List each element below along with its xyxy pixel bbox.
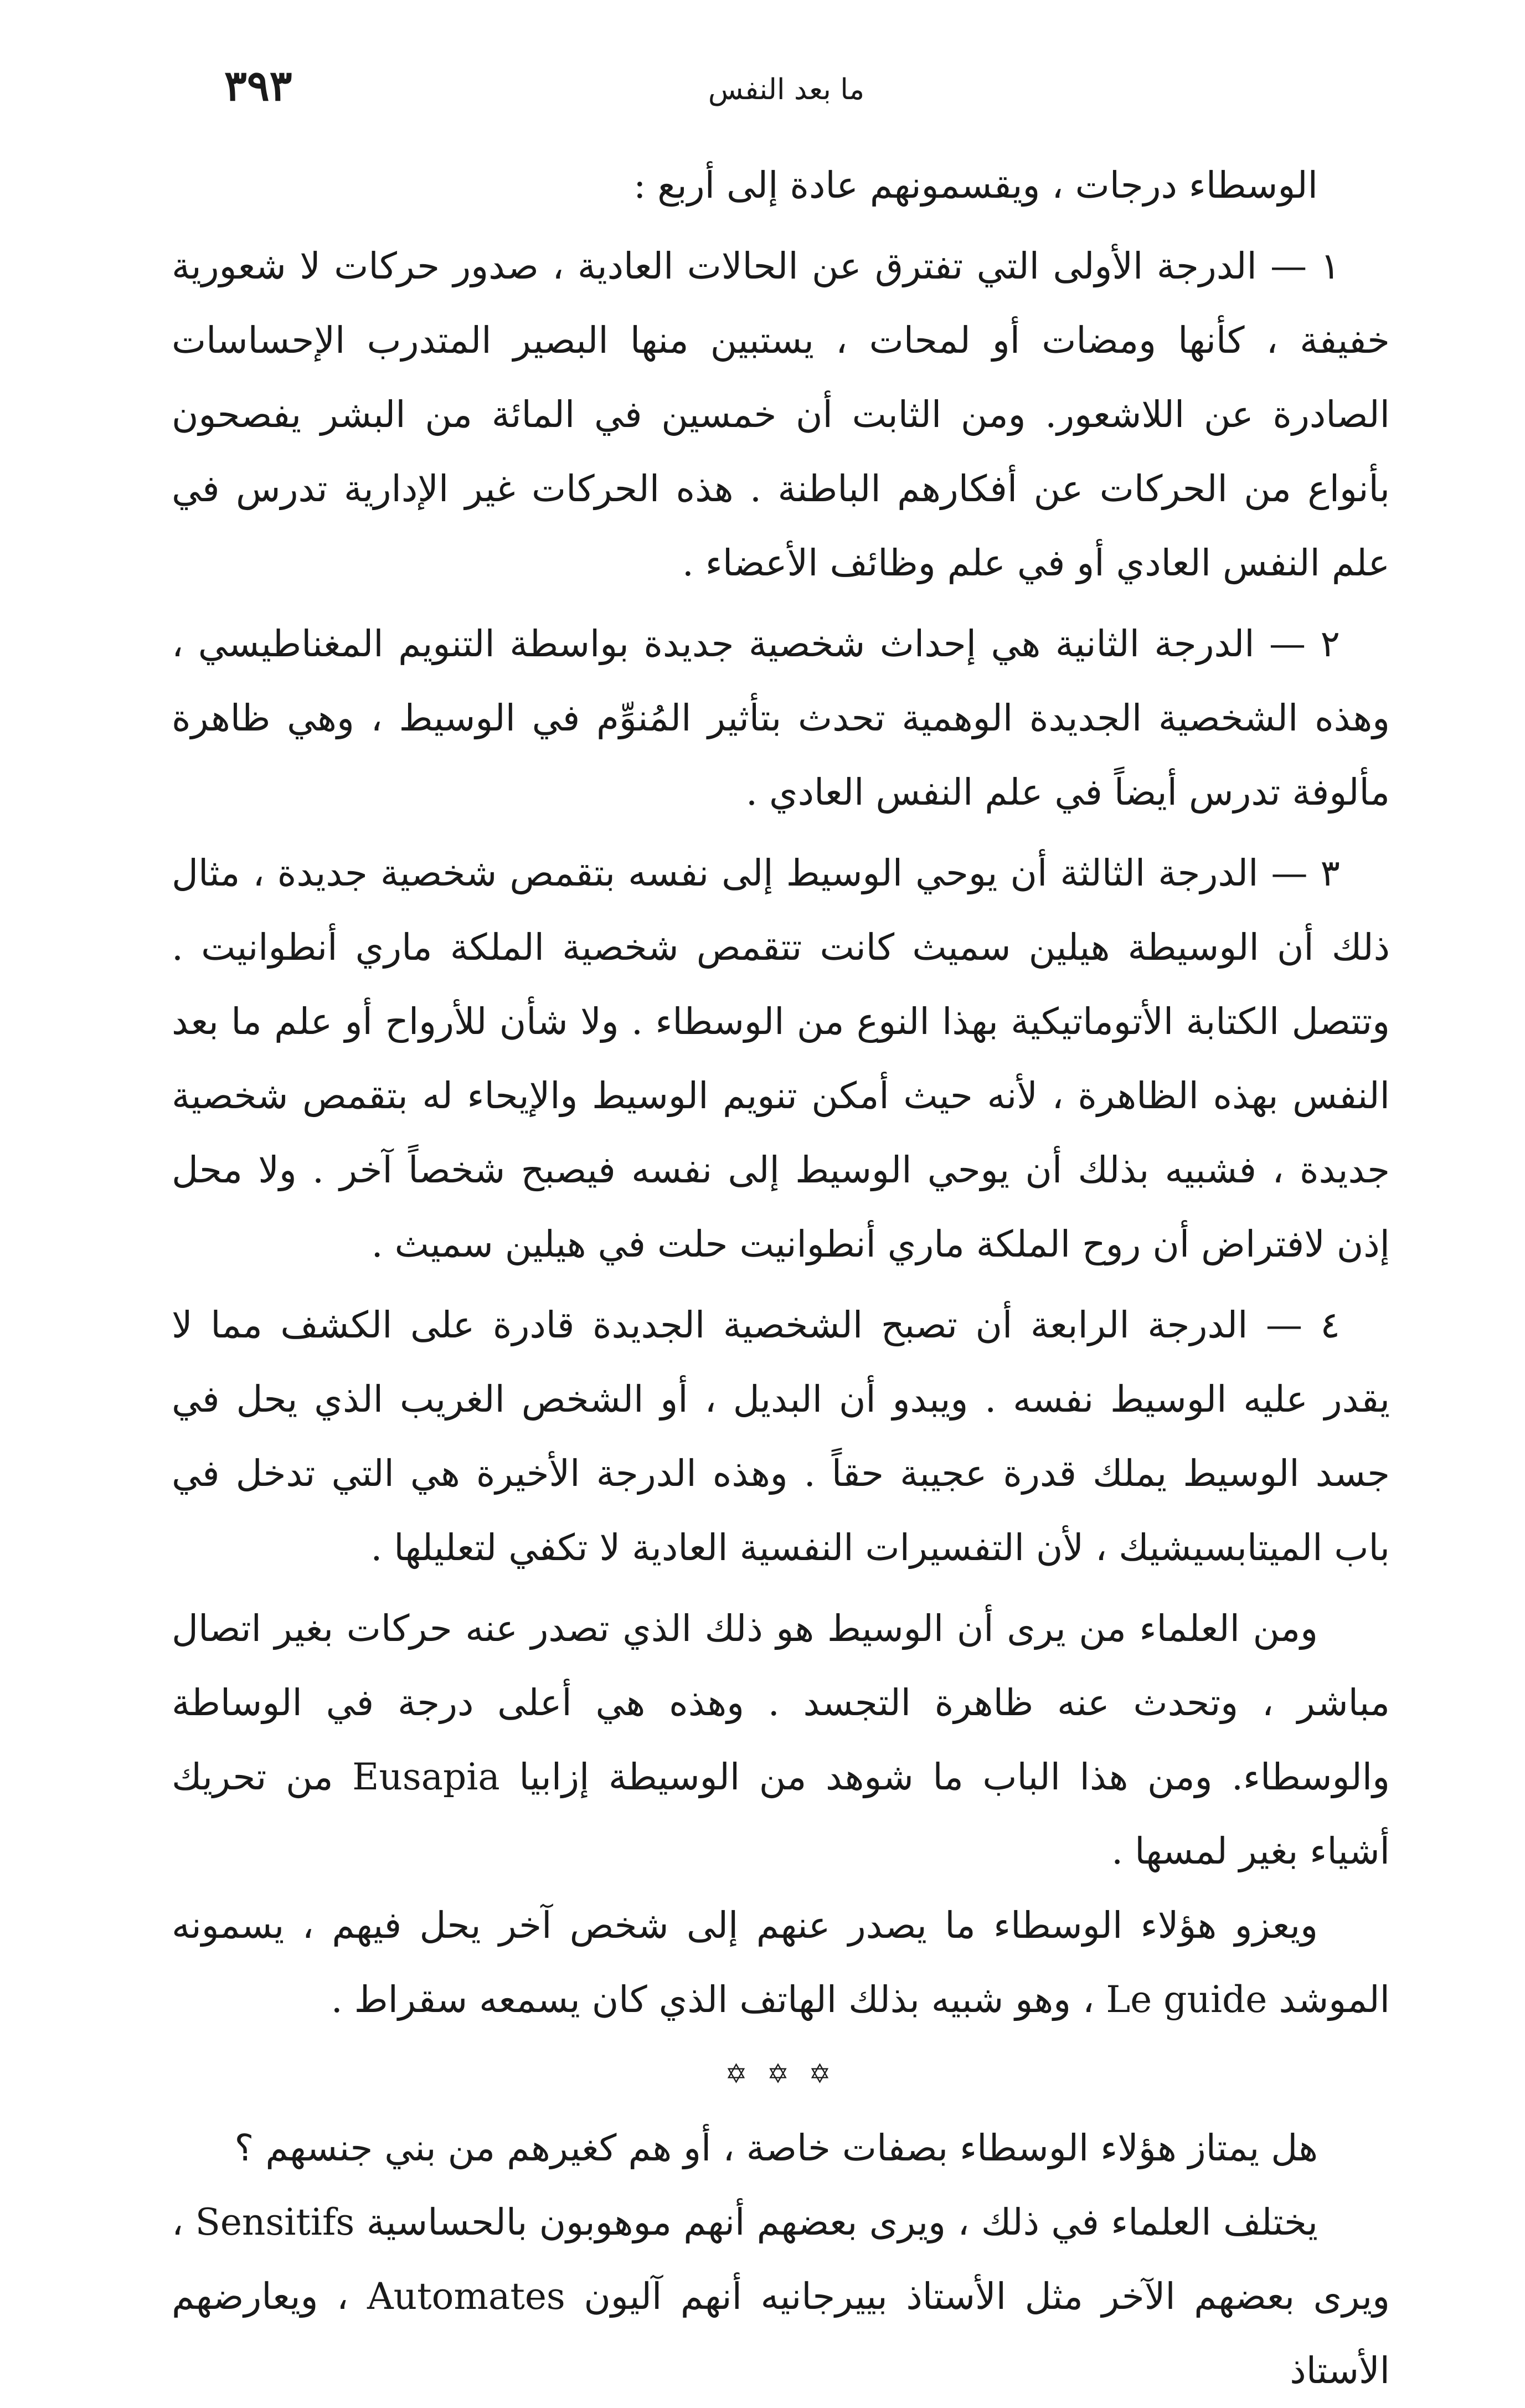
paragraph-direct-movement: ومن العلماء من يرى أن الوسيط هو ذلك الذي تصدر عنه حركات بغير اتصال مباشر ، وتحدث عنه ظاهرة التجسد . وهذه هي أعلى درجة في الوساطة والوسطاء. ومن هذا الباب ما شوهد من الوسيطة إزابيا Eusapia من تحريك أشياء بغير لمسها . <box>172 1607 1390 1872</box>
paragraph-intro: الوسطاء درجات ، ويقسمونهم عادة إلى أربع : <box>633 164 1318 207</box>
running-title: ما بعد النفس <box>708 73 865 106</box>
paragraph-sensitifs: يختلف العلماء في ذلك ، ويرى بعضهم أنهم موهوبون بالحساسية Sensitifs ، ويرى بعضهم الآخر مثل الأستاذ بييرجانيه أنهم آليون Automates ، ويعارضهم الأستاذ <box>172 2201 1390 2392</box>
body-text <box>172 148 1390 2408</box>
paragraph-degree-1: ١ — الدرجة الأولى التي تفترق عن الحالات العادية ، صدور حركات لا شعورية خفيفة ، كأنها ومضات أو لمحات ، يستبين منها البصير المتدرب الإحساسات الصادرة عن اللاشعور. ومن الثابت أن خمسين في المائة من البشر يفصحون بأنواع من الحركات عن أفكارهم الباطنة . هذه الحركات غير الإدارية تدرس في علم النفس العادي أو في علم وظائف الأعضاء . <box>172 245 1390 584</box>
page-number: ٣٩٣ <box>224 61 292 110</box>
paragraph-degree-2: ٢ — الدرجة الثانية هي إحداث شخصية جديدة بواسطة التنويم المغناطيسي ، وهذه الشخصية الجديدة الوهمية تحدث بتأثير المُنوِّم في الوسيط ، وهي ظاهرة مألوفة تدرس أيضاً في علم النفس العادي . <box>172 622 1390 814</box>
paragraph-guide: ويعزو هؤلاء الوسطاء ما يصدر عنهم إلى شخص آخر يحل فيهم ، يسمونه الموشد Le guide ، وهو شبيه بذلك الهاتف الذي كان يسمعه سقراط . <box>172 1904 1390 2021</box>
paragraph-question: هل يمتاز هؤلاء الوسطاء بصفات خاصة ، أو هم كغيرهم من بني جنسهم ؟ <box>234 2127 1318 2169</box>
paragraph-degree-4: ٤ — الدرجة الرابعة أن تصبح الشخصية الجديدة قادرة على الكشف مما لا يقدر عليه الوسيط نفسه . ويبدو أن البديل ، أو الشخص الغريب الذي يحل في جسد الوسيط يملك قدرة عجيبة حقاً . وهذه الدرجة الأخيرة هي التي تدخل في باب الميتابسيشيك ، لأن التفسيرات النفسية العادية لا تكفي لتعليلها . <box>172 1304 1390 1569</box>
section-separator: ✡ ✡ ✡ <box>725 2059 837 2090</box>
paragraph-degree-3: ٣ — الدرجة الثالثة أن يوحي الوسيط إلى نفسه بتقمص شخصية جديدة ، مثال ذلك أن الوسيطة هيلين سميث كانت تتقمص شخصية الملكة ماري أنطوانيت . وتتصل الكتابة الأتوماتيكية بهذا النوع من الوسطاء . ولا شأن للأرواح أو علم ما بعد النفس بهذه الظاهرة ، لأنه حيث أمكن تنويم الوسيط والإيحاء له بتقمص شخصية جديدة ، فشبيه بذلك أن يوحي الوسيط إلى نفسه فيصبح شخصاً آخر . ولا محل إذن لافتراض أن روح الملكة ماري أنطوانيت حلت في هيلين سميث . <box>172 852 1390 1265</box>
page-header <box>172 61 1401 127</box>
